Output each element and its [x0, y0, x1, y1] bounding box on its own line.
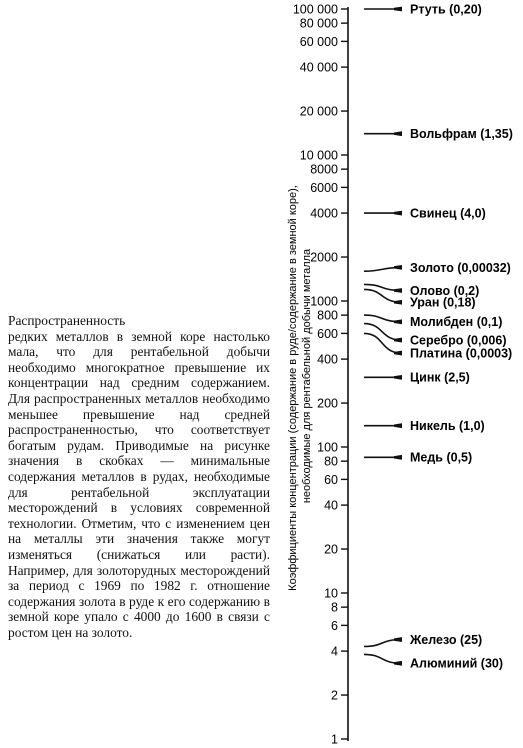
metal-name: Свинец [410, 206, 457, 221]
metal-min-grade: (25) [456, 632, 483, 647]
metal-name: Олово [410, 283, 451, 298]
metal-marker [364, 324, 402, 341]
metal-name: Молибден [410, 315, 474, 330]
metal-name: Железо [410, 632, 457, 647]
y-tick-label: 8 [331, 600, 338, 615]
metal-marker-head [394, 455, 402, 460]
metal-label [409, 633, 482, 647]
metal-min-grade: (0,0003) [462, 346, 513, 361]
metal-marker [364, 333, 402, 353]
y-tick-label: 2000 [310, 250, 338, 265]
metal-label [410, 657, 503, 671]
y-axis-title-line2: необходимые для рентабельной добычи металла [301, 248, 313, 504]
metal-name: Уран [410, 295, 440, 310]
y-tick-label: 400 [317, 352, 338, 367]
metal-marker-head [394, 661, 402, 666]
metal-marker-head [394, 338, 402, 343]
y-axis-title-line1: Коэффициенты концентрации (содержание в руде/содержание в земной коре), [287, 185, 299, 591]
metal-label [410, 333, 507, 347]
metal-marker-head [394, 319, 402, 324]
metal-min-grade: (1,35) [476, 127, 513, 142]
metal-min-grade: (0,20) [445, 2, 482, 17]
metal-name: Платина [410, 346, 463, 361]
metal-name: Никель [410, 419, 456, 434]
metal-marker-head [394, 300, 402, 305]
metal-marker-head [394, 211, 402, 216]
metal-markers [364, 2, 513, 670]
y-tick-label: 10 [324, 586, 338, 601]
y-tick-label: 4000 [310, 206, 338, 221]
metal-label [410, 346, 512, 360]
metal-label [410, 206, 486, 220]
metal-marker-head [394, 423, 402, 428]
y-tick-label: 80 [324, 454, 338, 469]
caption-body: редких металлов в земной коре настолько мала, что для рентабельной добычи необходимо многократное превышение их концентрации над средним содержанием. Для распространенных металлов необходимо меньшее превышение над средней распространенностью, что соответствует богатым рудам. Приводимые на рисунке значения в скобках — минимальные содержания металлов в рудах, необходимые для рентабельной эксплуатации месторождений в условиях современной технологии. Отметим, что с изменением цен на металлы эти значения также могут изменяться (снижаться или расти). Например, для золоторудных месторождений за период с 1969 по 1982 г. отношение содержания золота в руде к его содержанию в земной коре упало с 4000 до 1600 в связи с ростом цен на золото. [8, 328, 270, 640]
metal-min-grade: (0,18) [439, 295, 476, 310]
y-tick-label: 60 000 [299, 34, 338, 49]
metal-min-grade: (2,5) [440, 370, 470, 385]
metal-marker-head [394, 375, 402, 380]
metal-name: Цинк [410, 370, 441, 385]
y-tick-label: 800 [317, 308, 338, 323]
y-tick-label: 600 [317, 326, 338, 341]
metal-min-grade: (0,1) [473, 315, 503, 330]
y-tick-label: 60 [324, 472, 338, 487]
y-tick-label: 1000 [310, 294, 338, 309]
metal-name: Серебро [410, 333, 464, 348]
y-tick-label: 8000 [310, 162, 338, 177]
metal-min-grade: (4,0) [456, 206, 486, 221]
metal-label [410, 261, 511, 275]
y-tick-label: 100 [317, 440, 338, 455]
y-tick-label: 6000 [310, 180, 338, 195]
metal-min-grade: (1,0) [455, 419, 485, 434]
y-tick-label: 20 [324, 542, 338, 557]
metal-label [410, 315, 502, 329]
y-tick-label: 1 [331, 732, 338, 747]
metal-label [410, 127, 513, 141]
metal-marker-head [394, 7, 402, 12]
metal-label [410, 371, 470, 385]
caption-lead: Распространенность [8, 313, 126, 328]
metal-marker-head [394, 637, 402, 642]
y-tick-label: 6 [331, 618, 338, 633]
y-tick-label: 40 [324, 498, 338, 513]
y-tick-label: 20 000 [299, 104, 338, 119]
metal-name: Алюминий [410, 656, 478, 671]
metal-min-grade: (0,006) [463, 333, 507, 348]
y-tick-label: 10 000 [299, 148, 338, 163]
metal-marker-head [394, 351, 402, 356]
y-axis-title [287, 185, 313, 591]
metal-label [410, 296, 476, 310]
metal-marker-head [394, 288, 402, 293]
metal-name: Золото [410, 260, 454, 275]
y-tick-label: 200 [317, 396, 338, 411]
metal-min-grade: (30) [477, 656, 504, 671]
metal-label [410, 2, 482, 16]
y-tick-label: 40 000 [299, 60, 338, 75]
metal-name: Медь [410, 450, 443, 465]
metal-name: Ртуть [410, 2, 446, 17]
metal-label [410, 419, 485, 433]
metal-marker-head [394, 265, 402, 270]
metal-label [410, 451, 472, 465]
metal-marker-head [394, 131, 402, 136]
y-tick-label: 100 000 [292, 2, 338, 17]
y-tick-label: 2 [331, 688, 338, 703]
y-tick-label: 80 000 [299, 16, 338, 31]
metal-min-grade: (0,00032) [453, 260, 511, 275]
metal-name: Вольфрам [410, 127, 477, 142]
metal-min-grade: (0,2) [450, 283, 480, 298]
y-tick-label: 4 [331, 644, 338, 659]
metal-min-grade: (0,5) [442, 450, 473, 465]
